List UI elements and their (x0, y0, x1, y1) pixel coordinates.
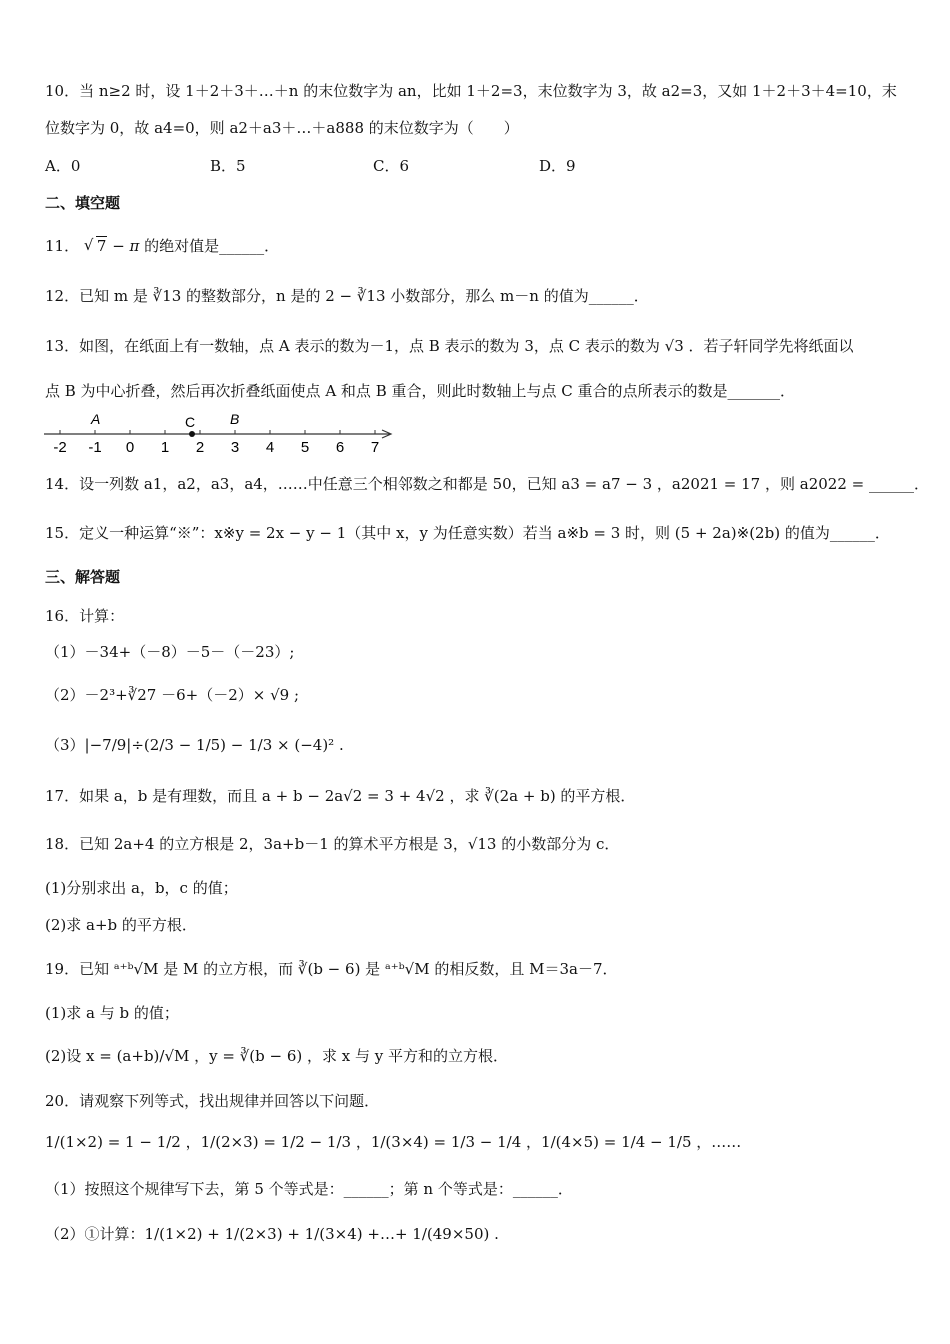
axis-tick-label: 6 (335, 439, 345, 456)
point-a-label: A (91, 411, 101, 427)
number-line-figure (42, 408, 402, 458)
q19-part2: (2)设 x = (a+b)/√M ，y = ∛(b − 6) ，求 x 与 y 平方和的立方根． (45, 1047, 509, 1065)
q14: 14．设一列数 a1，a2，a3，a4，……中任意三个相邻数之和都是 50，已知 a3 = a7 − 3 ，a2021 = 17 ，则 a2022 = ______． (45, 475, 929, 493)
axis-tick-label: 4 (265, 439, 275, 456)
q10-option-b: B．5 (210, 157, 246, 175)
q12: 12．已知 m 是 ∛13 的整数部分，n 是的 2 − ∛13 小数部分，那么 m－n 的值为______． (45, 287, 649, 305)
q20-part2: （2）①计算：1/(1×2) + 1/(2×3) + 1/(3×4) +…+ 1/(49×50) . (45, 1225, 499, 1243)
axis-tick-label: 7 (370, 439, 380, 456)
q11: 11． √ 7 − π 的绝对值是______． (45, 236, 280, 255)
q16-part1: （1）－34+（－8）－5－（－23）; (45, 643, 295, 661)
axis-tick-label: 2 (195, 439, 205, 456)
q16-part3: （3）|−7/9|÷(2/3 − 1/5) − 1/3 × (−4)² . (45, 736, 344, 754)
q10-line2: 位数字为 0，故 a4=0，则 a2＋a3＋…＋a888 的末位数字为（ ） (45, 119, 519, 137)
q10-line1: 10．当 n≥2 时，设 1＋2＋3＋…＋n 的末位数字为 an，比如 1＋2=3，末位数字为 3，故 a2=3，又如 1＋2＋3＋4=10，末 (45, 82, 897, 100)
q19-line1: 19．已知 ᵃ⁺ᵇ√M 是 M 的立方根，而 ∛(b − 6) 是 ᵃ⁺ᵇ√M 的相反数，且 M＝3a－7． (45, 960, 618, 978)
q11-suffix: 的绝对值是______． (144, 237, 280, 255)
q13-line2: 点 B 为中心折叠，然后再次折叠纸面使点 A 和点 B 重合，则此时数轴上与点 C 重合的点所表示的数是_______． (45, 382, 796, 400)
q10-option-d: D．9 (539, 157, 576, 175)
q10-option-c: C．6 (373, 157, 410, 175)
axis-tick-label: 0 (125, 439, 135, 456)
q18-part2: (2)求 a+b 的平方根． (45, 916, 197, 934)
sqrt7-expression: √ 7 (83, 236, 107, 255)
section-fill-in-heading: 二、填空题 (45, 194, 121, 212)
point-c-dot (189, 431, 195, 437)
axis-tick-label: -2 (53, 439, 67, 456)
section-answer-heading: 三、解答题 (45, 568, 121, 586)
q10-option-a: A．0 (45, 157, 81, 175)
q18-line1: 18．已知 2a+4 的立方根是 2，3a+b－1 的算术平方根是 3，√13 的小数部分为 c． (45, 835, 620, 853)
q20-title: 20．请观察下列等式，找出规律并回答以下问题． (45, 1092, 380, 1110)
point-b-label: B (230, 411, 240, 427)
axis-tick-label: 1 (160, 439, 170, 456)
q16-title: 16．计算： (45, 607, 125, 625)
q19-part1: (1)求 a 与 b 的值； (45, 1004, 179, 1022)
q20-part1: （1）按照这个规律写下去，第 5 个等式是：______；第 n 个等式是：______． (45, 1180, 573, 1198)
q20-equations: 1/(1×2) = 1 − 1/2 ，1/(2×3) = 1/2 − 1/3 ，1/(3×4) = 1/3 − 1/4 ，1/(4×5) = 1/4 − 1/5 ，…… (45, 1133, 742, 1151)
q13-line1: 13．如图，在纸面上有一数轴，点 A 表示的数为－1，点 B 表示的数为 3，点 C 表示的数为 √3 ．若子轩同学先将纸面以 (45, 337, 854, 355)
axis-tick-label: -1 (88, 439, 102, 456)
axis-tick-label: 5 (300, 439, 310, 456)
q18-part1: (1)分别求出 a，b，c 的值； (45, 879, 238, 897)
q11-prefix: 11． (45, 237, 80, 255)
q17: 17．如果 a，b 是有理数，而且 a + b − 2a√2 = 3 + 4√2 ，求 ∛(2a + b) 的平方根． (45, 787, 636, 805)
q16-part2: （2）－2³+∛27 －6+（－2）× √9 ; (45, 686, 299, 704)
q15: 15．定义一种运算“※”：x※y = 2x − y − 1（其中 x，y 为任意实数）若当 a※b = 3 时，则 (5 + 2a)※(2b) 的值为______． (45, 524, 890, 542)
axis-tick-label: 3 (230, 439, 240, 456)
point-c-label: C (185, 414, 196, 430)
